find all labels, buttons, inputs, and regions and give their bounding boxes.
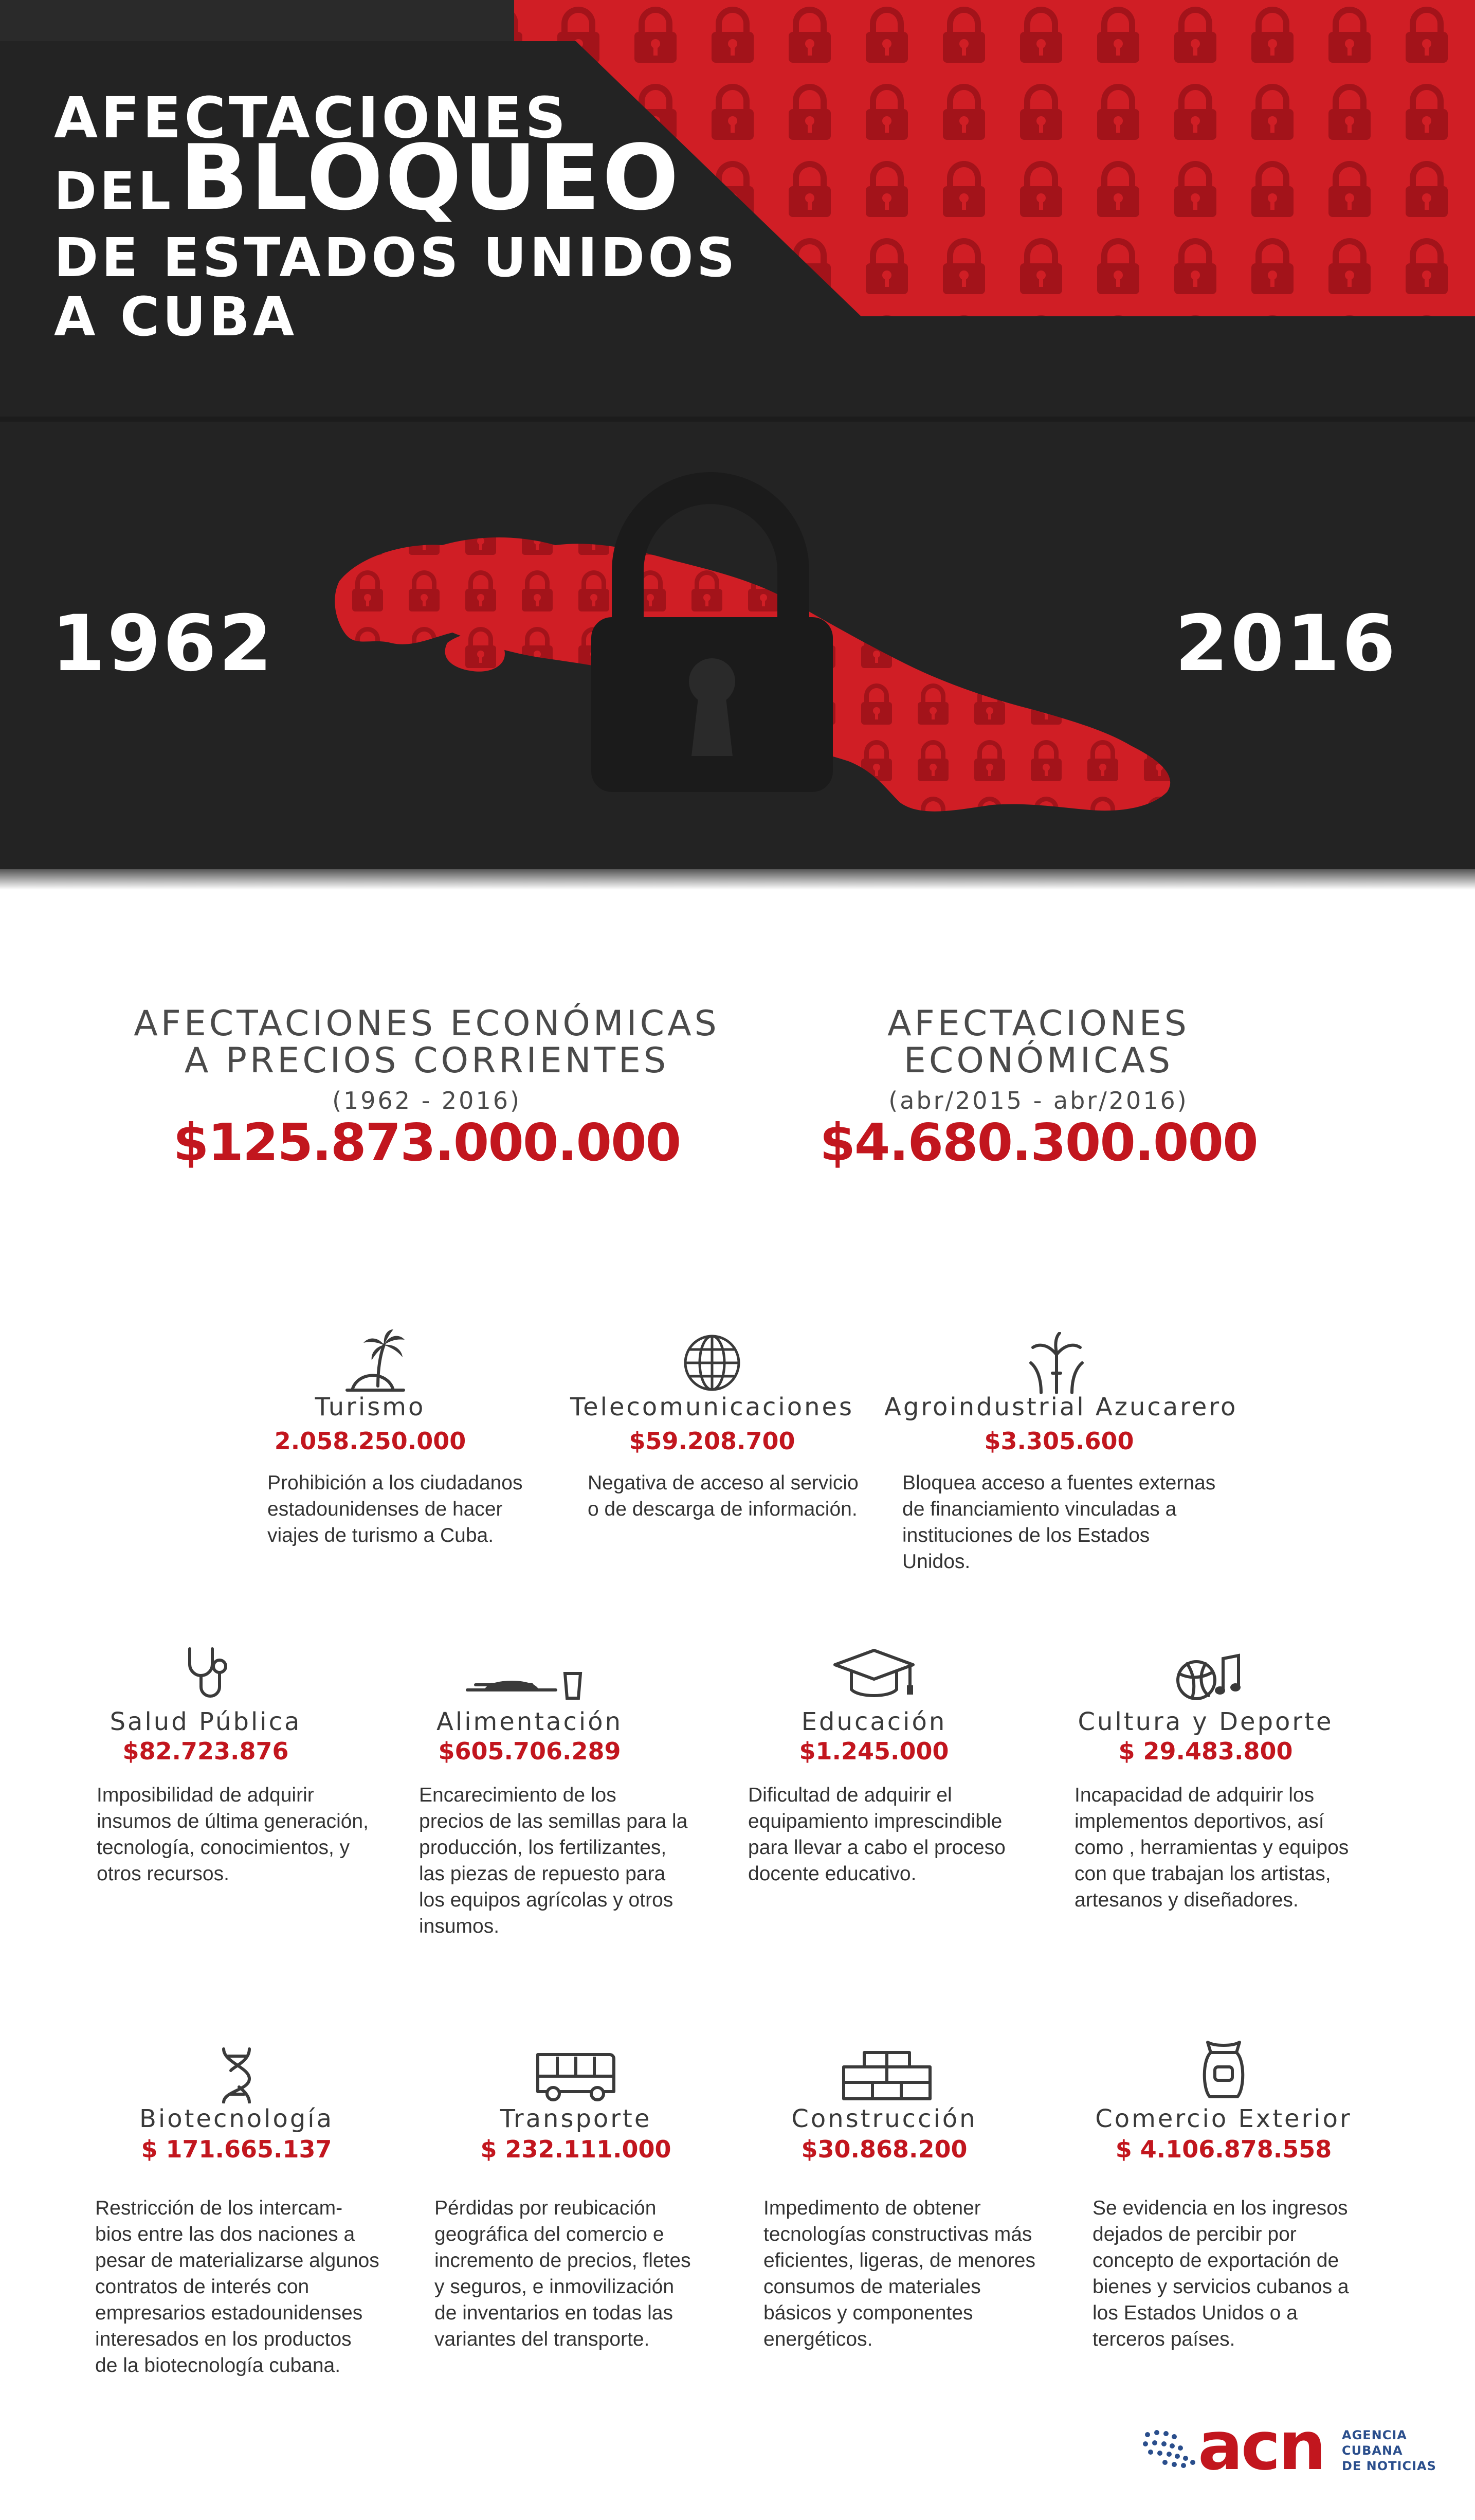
- title-line-1: AFECTACIONES: [54, 85, 569, 151]
- category-name: Construcción: [791, 2104, 977, 2133]
- acn-wordmark: acn: [1198, 2407, 1324, 2485]
- acn-dots-icon: [1141, 2428, 1198, 2470]
- globe-icon: [681, 1332, 743, 1394]
- category-name: Transporte: [500, 2104, 652, 2133]
- band-shadow: [0, 869, 1475, 890]
- summary-label-line2: ECONÓMICAS: [903, 1040, 1174, 1081]
- acn-logo: [1141, 2407, 1460, 2485]
- title-line-2: [54, 126, 681, 230]
- ball-music-icon: [1175, 1653, 1242, 1705]
- bricks-icon: [841, 2049, 933, 2103]
- category-description: Se evidencia en los ingresos dejados de percibir por concepto de exportación de bienes y servicios cubanos a los Estados Unidos o a terceros países.: [1092, 2197, 1349, 2350]
- stethoscope-icon: [183, 1646, 234, 1705]
- summary-annual: [771, 1005, 1306, 1173]
- category-value: $ 4.106.878.558: [1115, 2135, 1332, 2163]
- year-start: 1962: [51, 599, 275, 689]
- graduation-cap-icon: [833, 1648, 915, 1702]
- category-name: Alimentación: [436, 1707, 623, 1736]
- category-name: Telecomunicaciones: [570, 1393, 854, 1421]
- category-value: $ 171.665.137: [141, 2135, 332, 2163]
- summary-label-line2: A PRECIOS CORRIENTES: [184, 1040, 669, 1081]
- category-description: Restricción de los intercam- bios entre las dos naciones a pesar de materializarse algunos contratos de interés con empresarios estadounidenses interesados en los productos de la biotecnología cubana.: [95, 2197, 379, 2377]
- bus-icon: [535, 2049, 617, 2103]
- category-description: Pérdidas por reubicación geográfica del comercio e incremento de precios, fletes y seguros, e inmovilización de inventarios en todas las variantes del transporte.: [434, 2197, 691, 2350]
- category-value: $1.245.000: [799, 1737, 949, 1765]
- summary-period: (1962 - 2016): [332, 1087, 521, 1114]
- category-value: $82.723.876: [122, 1737, 289, 1765]
- category-name: Salud Pública: [110, 1707, 302, 1736]
- title-line-3: DE ESTADOS UNIDOS: [54, 226, 738, 289]
- category-description: Bloquea acceso a fuentes externas de financiamiento vinculadas a instituciones de los Estados Unidos.: [902, 1472, 1216, 1573]
- summary-period: (abr/2015 - abr/2016): [888, 1087, 1189, 1114]
- category-value: $ 29.483.800: [1118, 1737, 1293, 1765]
- category-value: $30.868.200: [801, 2135, 968, 2163]
- food-tray-icon: [465, 1666, 584, 1702]
- category-name: Agroindustrial Azucarero: [884, 1393, 1238, 1421]
- acn-subtitle: AGENCIA CUBANA DE NOTICIAS: [1342, 2428, 1436, 2473]
- summary-value: $125.873.000.000: [173, 1112, 681, 1173]
- palm-island-icon: [342, 1329, 409, 1396]
- sack-icon: [1200, 2039, 1247, 2101]
- category-name: Comercio Exterior: [1095, 2104, 1352, 2133]
- title-small-word: DEL: [54, 161, 174, 221]
- category-description: Dificultad de adquirir el equipamiento imprescindible para llevar a cabo el proceso docente educativo.: [748, 1784, 1006, 1885]
- summary-value: $4.680.300.000: [820, 1112, 1258, 1173]
- category-name: Educación: [801, 1707, 947, 1736]
- title-big-word: BLOQUEO: [179, 126, 681, 230]
- dna-icon: [218, 2047, 254, 2103]
- summary-label-line1: AFECTACIONES ECONÓMICAS: [134, 1003, 720, 1044]
- category-description: Negativa de acceso al servicio o de descarga de información.: [588, 1472, 859, 1520]
- category-value: $ 232.111.000: [480, 2135, 671, 2163]
- category-name: Cultura y Deporte: [1078, 1707, 1334, 1736]
- category-description: Encarecimiento de los precios de las semillas para la producción, los fertilizantes, las piezas de repuesto para los equipos agrícolas y otros insumos.: [419, 1784, 688, 1937]
- year-end: 2016: [1175, 599, 1398, 689]
- category-value: $59.208.700: [629, 1427, 795, 1455]
- category-name: Biotecnología: [139, 2104, 334, 2133]
- summary-label-line1: AFECTACIONES: [887, 1003, 1190, 1044]
- category-description: Imposibilidad de adquirir insumos de última generación, tecnología, conocimientos, y otros recursos.: [97, 1784, 369, 1885]
- summary-historical: [118, 1005, 735, 1173]
- category-value: 2.058.250.000: [274, 1427, 466, 1455]
- category-description: Impedimento de obtener tecnologías constructivas más eficientes, ligeras, de menores consumos de materiales básicos y componentes energéticos.: [763, 2197, 1035, 2350]
- category-description: Incapacidad de adquirir los implementos deportivos, así como , herramientas y equipos con que trabajan los artistas, artesanos y diseñadores.: [1075, 1784, 1349, 1911]
- category-name: Turismo: [315, 1393, 426, 1421]
- title-line-4: A CUBA: [54, 285, 298, 348]
- category-value: $3.305.600: [984, 1427, 1134, 1455]
- sugarcane-icon: [1026, 1332, 1087, 1394]
- category-value: $605.706.289: [438, 1737, 621, 1765]
- category-description: Prohibición a los ciudadanos estadounidenses de hacer viajes de turismo a Cuba.: [267, 1472, 523, 1546]
